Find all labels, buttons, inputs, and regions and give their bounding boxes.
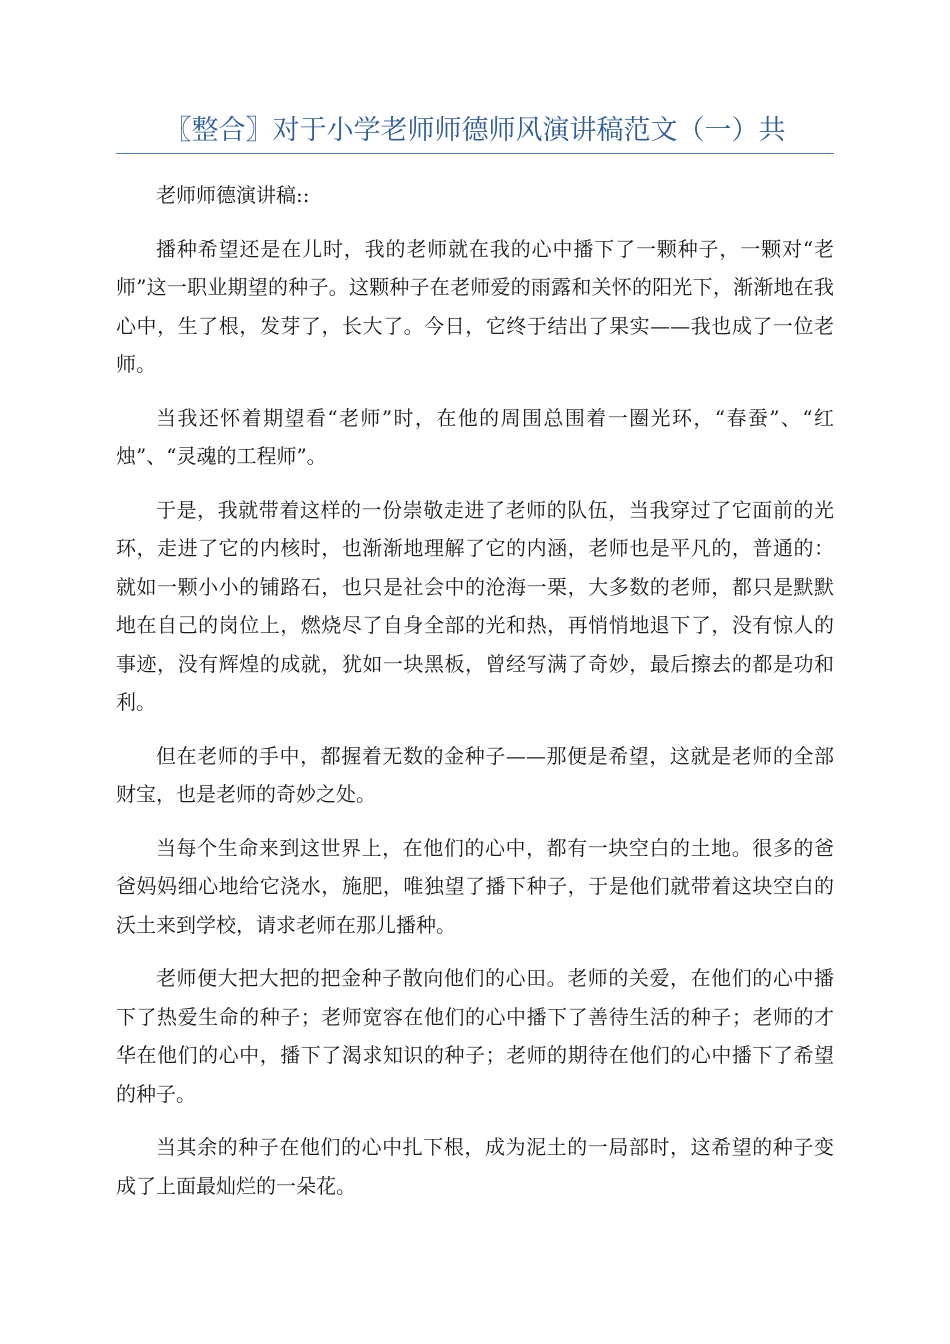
paragraph-heading-line: 老师师德演讲稿::	[156, 183, 310, 207]
paragraph: 于是，我就带着这样的一份崇敬走进了老师的队伍，当我穿过了它面前的光环，走进了它的内核时，也渐渐地理解了它的内涵，老师也是平凡的，普通的：就如一颗小小的铺路石，也只是社会中的沧海一栗，大多数的老师，都只是默默地在自己的岗位上，燃烧尽了自身全部的光和热，再悄悄地退下了，没有惊人的事迹，没有辉煌的成就，犹如一块黑板，曾经写满了奇妙，最后擦去的都是功和利。	[116, 497, 834, 714]
paragraph: 当其余的种子在他们的心中扎下根，成为泥土的一局部时，这希望的种子变成了上面最灿烂的一朵花。	[116, 1135, 834, 1198]
paragraph: 但在老师的手中，都握着无数的金种子——那便是希望，这就是老师的全部财宝，也是老师的奇妙之处。	[116, 743, 834, 806]
title-underline	[116, 153, 834, 154]
paragraph: 老师便大把大把的把金种子散向他们的心田。老师的关爱，在他们的心中播下了热爱生命的种子；老师宽容在他们的心中播下了善待生活的种子；老师的才华在他们的心中，播下了渴求知识的种子；老师的期待在他们的心中播下了希望的种子。	[116, 966, 834, 1106]
paragraph: 当每个生命来到这世界上，在他们的心中，都有一块空白的土地。很多的爸爸妈妈细心地给它浇水，施肥，唯独望了播下种子，于是他们就带着这块空白的沃土来到学校，请求老师在那儿播种。	[116, 835, 834, 937]
document-body	[116, 176, 834, 1220]
paragraph: 播种希望还是在儿时，我的老师就在我的心中播下了一颗种子，一颗对“老师”这一职业期望的种子。这颗种子在老师爱的雨露和关怀的阳光下，渐渐地在我心中，生了根，发芽了，长大了。今日，它终于结出了果实——我也成了一位老师。	[116, 236, 834, 376]
paragraph: 当我还怀着期望看“老师”时，在他的周围总围着一圈光环，“春蚕”、“红烛”、“灵魂的工程师”。	[116, 405, 834, 468]
document-title: 〖整合〗对于小学老师师德师风演讲稿范文（一）共	[164, 115, 786, 146]
